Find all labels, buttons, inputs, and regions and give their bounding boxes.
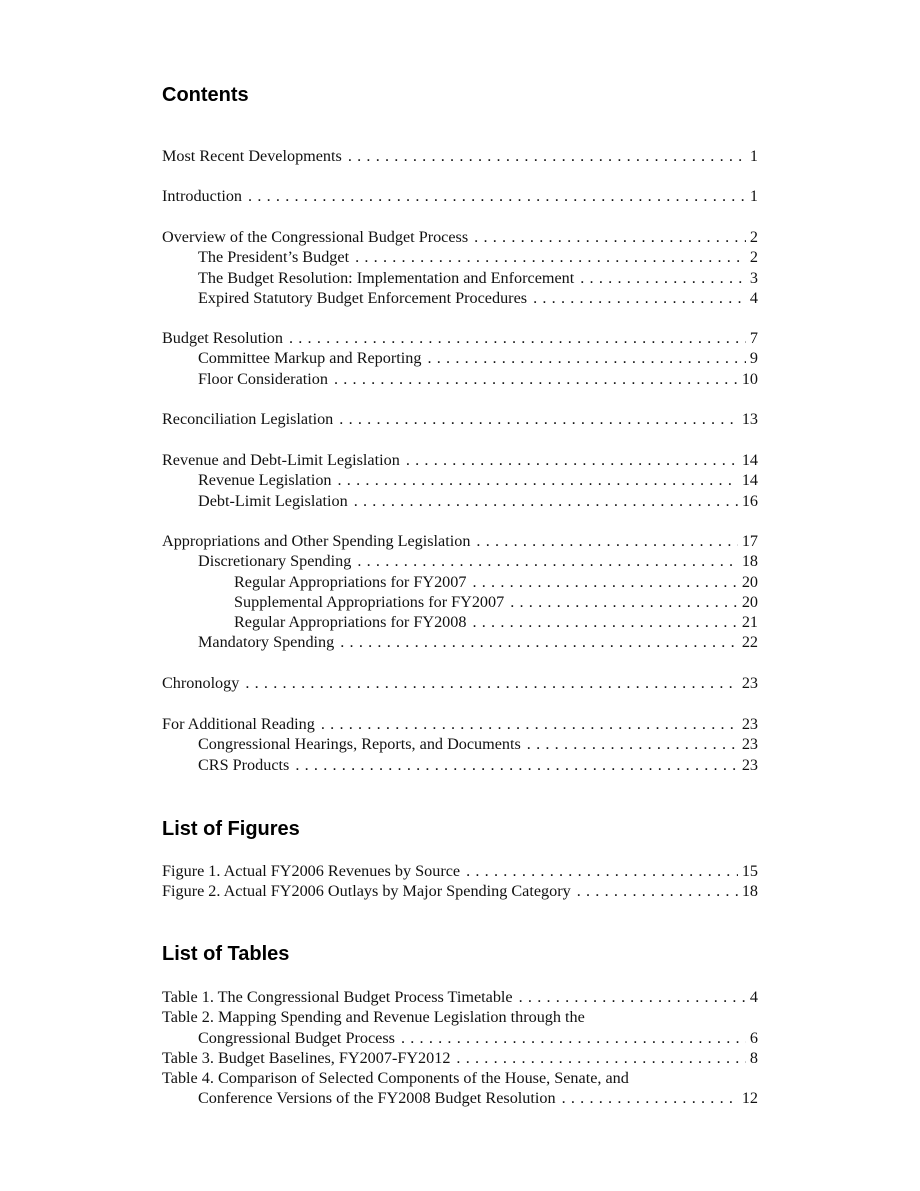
- dot-leader: [248, 186, 746, 206]
- toc-entry-page: 4: [749, 288, 758, 307]
- toc-entry-page: 12: [741, 1089, 758, 1108]
- toc-entry-title: Mandatory Spending: [198, 633, 335, 652]
- toc-entry-title: Committee Markup and Reporting: [198, 349, 422, 368]
- dot-leader: [533, 288, 746, 308]
- dot-leader: [472, 572, 737, 592]
- toc-entry-title: Revenue Legislation: [198, 471, 332, 490]
- toc-entry-page: 14: [741, 451, 758, 469]
- toc-entry-page: 17: [741, 532, 758, 550]
- toc-entry[interactable]: [162, 288, 758, 308]
- figures-heading: List of Figures: [162, 818, 300, 840]
- toc-entry-title: Discretionary Spending: [198, 552, 352, 571]
- toc-entry-page: 16: [741, 491, 758, 510]
- toc-entry-page: 1: [749, 187, 758, 205]
- toc-entry[interactable]: [162, 572, 758, 592]
- toc-entry-page: 6: [749, 1028, 758, 1047]
- toc-entry-page: 18: [741, 882, 758, 901]
- dot-leader: [472, 612, 737, 632]
- dot-leader: [354, 491, 738, 511]
- toc-entry[interactable]: [162, 227, 758, 247]
- toc-entry-title: Budget Resolution: [162, 329, 283, 347]
- toc-entry[interactable]: [162, 1048, 758, 1068]
- toc-entry-title: Figure 1. Actual FY2006 Revenues by Source: [162, 862, 461, 880]
- toc-section: [162, 186, 758, 206]
- toc-entry[interactable]: [162, 1088, 758, 1108]
- toc-entry[interactable]: [162, 348, 758, 368]
- dot-leader: [510, 592, 738, 612]
- toc-entry-title: Supplemental Appropriations for FY2007: [234, 592, 505, 611]
- dot-leader: [577, 881, 738, 901]
- toc-entry-page: 13: [741, 410, 758, 428]
- toc-entry-title: Reconciliation Legislation: [162, 410, 334, 428]
- toc-entry-title: Chronology: [162, 674, 240, 692]
- toc-entry[interactable]: [162, 470, 758, 490]
- dot-leader: [289, 328, 746, 348]
- toc-entry-page: 21: [741, 613, 758, 632]
- toc-entry[interactable]: [162, 491, 758, 511]
- toc-entry-page: 20: [741, 592, 758, 611]
- toc-entry[interactable]: [162, 146, 758, 166]
- toc-section: [162, 450, 758, 511]
- dot-leader: [456, 1048, 745, 1068]
- toc-entry-title: Introduction: [162, 187, 243, 205]
- toc-section: [162, 714, 758, 775]
- dot-leader: [476, 531, 737, 551]
- toc-entry[interactable]: [162, 409, 758, 429]
- toc-entry-title-line[interactable]: Table 4. Comparison of Selected Components of the House, Senate, and: [162, 1069, 629, 1088]
- toc-section: [162, 531, 758, 653]
- toc-entry[interactable]: [162, 1028, 758, 1048]
- tables-list: [162, 987, 758, 1109]
- dot-leader: [321, 714, 738, 734]
- toc-section: [162, 673, 758, 693]
- dot-leader: [339, 409, 738, 429]
- toc-entry-title: Congressional Hearings, Reports, and Documents: [198, 735, 521, 754]
- toc-entry-page: 1: [749, 147, 758, 165]
- dot-leader: [355, 247, 746, 267]
- dot-leader: [527, 734, 738, 754]
- figures-list: [162, 861, 758, 902]
- toc-section: [162, 409, 758, 429]
- dot-leader: [427, 348, 745, 368]
- dot-leader: [357, 551, 738, 571]
- toc-entry[interactable]: [162, 861, 758, 881]
- toc-entry[interactable]: [162, 755, 758, 775]
- toc-entry-title: Floor Consideration: [198, 369, 328, 388]
- toc-entry[interactable]: [162, 531, 758, 551]
- toc-entry-page: 9: [749, 349, 758, 368]
- toc-entry-title: Conference Versions of the FY2008 Budget Resolution: [198, 1089, 556, 1108]
- dot-leader: [406, 450, 738, 470]
- toc-section: [162, 328, 758, 389]
- toc-entry-page: 8: [749, 1048, 758, 1067]
- toc-entry-title: Expired Statutory Budget Enforcement Procedures: [198, 288, 528, 307]
- toc-section: [162, 227, 758, 308]
- toc-entry-title: The President’s Budget: [198, 248, 350, 267]
- dot-leader: [245, 673, 737, 693]
- toc-entry[interactable]: [162, 247, 758, 267]
- toc-entry-page: 2: [749, 228, 758, 246]
- dot-leader: [401, 1028, 746, 1048]
- toc-entry[interactable]: [162, 881, 758, 901]
- toc-entry-title: The Budget Resolution: Implementation and Enforcement: [198, 268, 575, 287]
- dot-leader: [348, 146, 746, 166]
- toc-entry[interactable]: [162, 714, 758, 734]
- dot-leader: [334, 369, 738, 389]
- toc-entry-title: For Additional Reading: [162, 715, 315, 733]
- toc-entry[interactable]: [162, 734, 758, 754]
- dot-leader: [580, 268, 746, 288]
- dot-leader: [338, 470, 738, 490]
- toc-entry-title: Regular Appropriations for FY2007: [234, 572, 467, 591]
- toc-entry-title: CRS Products: [198, 755, 290, 774]
- toc-entry[interactable]: [162, 632, 758, 652]
- toc-entry[interactable]: [162, 369, 758, 389]
- toc-entry[interactable]: [162, 987, 758, 1007]
- toc-entry[interactable]: [162, 592, 758, 612]
- dot-leader: [474, 227, 746, 247]
- toc-entry-page: 10: [741, 369, 758, 388]
- toc-entry-page: 23: [741, 755, 758, 774]
- toc-entry-title: Regular Appropriations for FY2008: [234, 613, 467, 632]
- toc-entry-title: Debt-Limit Legislation: [198, 491, 348, 510]
- toc-entry[interactable]: [162, 186, 758, 206]
- toc-entry[interactable]: [162, 612, 758, 632]
- toc-entry-page: 15: [741, 862, 758, 880]
- toc-entry-page: 22: [741, 633, 758, 652]
- toc-entry-title: Table 1. The Congressional Budget Process Timetable: [162, 988, 513, 1006]
- toc-entry-page: 23: [741, 715, 758, 733]
- toc-entry-page: 18: [741, 552, 758, 571]
- toc-entry-title: Table 3. Budget Baselines, FY2007-FY2012: [162, 1048, 451, 1067]
- toc-entry[interactable]: [162, 328, 758, 348]
- toc-entry-page: 23: [741, 735, 758, 754]
- dot-leader: [466, 861, 738, 881]
- toc-entry-title: Overview of the Congressional Budget Process: [162, 228, 469, 246]
- toc-entry-title: Congressional Budget Process: [198, 1028, 395, 1047]
- contents-heading: Contents: [162, 84, 249, 106]
- toc-entry[interactable]: [162, 551, 758, 571]
- toc-entry-page: 14: [741, 471, 758, 490]
- toc-section: [162, 146, 758, 166]
- tables-heading: List of Tables: [162, 943, 290, 965]
- toc-entry-title: Most Recent Developments: [162, 147, 342, 165]
- toc-entry[interactable]: [162, 268, 758, 288]
- toc-entry-page: 23: [741, 674, 758, 692]
- toc-entry-title-line[interactable]: Table 2. Mapping Spending and Revenue Legislation through the: [162, 1008, 585, 1027]
- dot-leader: [519, 987, 746, 1007]
- toc-entry-page: 20: [741, 572, 758, 591]
- dot-leader: [295, 755, 738, 775]
- toc-entry-page: 7: [749, 329, 758, 347]
- toc-entry[interactable]: [162, 673, 758, 693]
- dot-leader: [562, 1088, 738, 1108]
- toc-entry-title: Revenue and Debt-Limit Legislation: [162, 451, 400, 469]
- toc-entry[interactable]: [162, 450, 758, 470]
- toc-entry-page: 4: [749, 988, 758, 1006]
- toc-entry-page: 3: [749, 268, 758, 287]
- dot-leader: [340, 632, 738, 652]
- toc-entry-title: Figure 2. Actual FY2006 Outlays by Major Spending Category: [162, 882, 571, 901]
- toc-entry-page: 2: [749, 248, 758, 267]
- toc-entry-title: Appropriations and Other Spending Legislation: [162, 532, 471, 550]
